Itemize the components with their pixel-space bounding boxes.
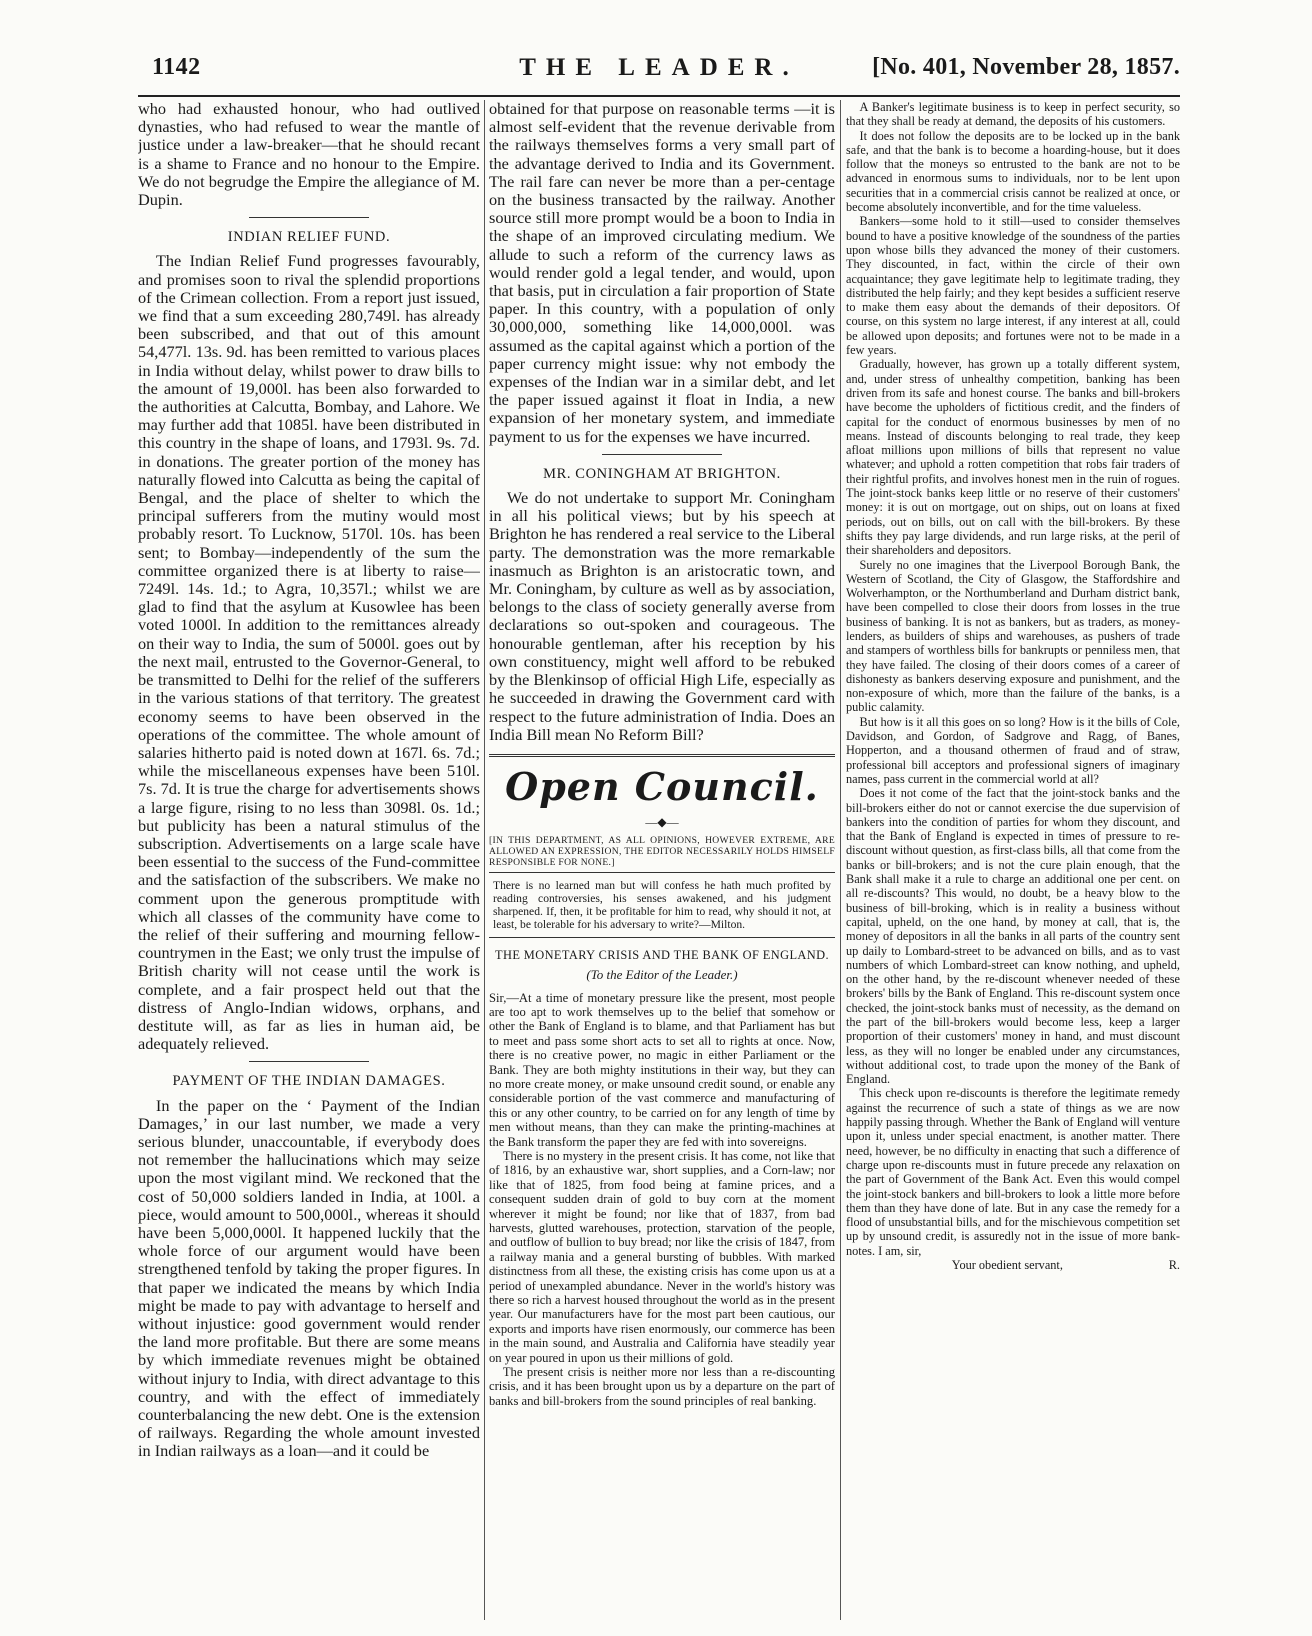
- paragraph: Does it not come of the fact that the joint-stock banks and the bill-brokers either do not or cannot exercise the due supervision of bankers into the condition of parties for whom they discount, and that the Bank of England is expected in times of pressure to re-discount without question, as first-class bills, all that come from the banks or bill-brokers; and is not the cure plain enough, that the Bank shall make it a rule to charge an additional one per cent. on all re-discounts? This would, no doubt, be a heavy blow to the business of bill-broking, which is in reality a business without capital, upheld, on the one hand, by money at call, that is, the money of depositors in all the banks in all parts of the country sent up daily to Lombard-street to be advanced on bills, and as to vast numbers of which Lombard-street can know nothing, and upheld, on the other hand, by the re-discount whenever needed of these brokers' bills by the Bank of England. This re-discount system once checked, the joint-stock banks must of necessity, as the demand on the part of the bill-brokers would become less, keep a larger proportion of their customers' money in hand, and must discount less, as they will no longer be enabled under any circumstances, without additional cost, to trade upon the money of the Bank of England.: [846, 786, 1180, 1087]
- column-divider: [840, 100, 841, 1620]
- paragraph: This check upon re-discounts is therefore the legitimate remedy against the recurrence of such a state of things as we are now happily passing through. Whether the Bank of England will venture upon it, unless under special enactment, is another matter. There need, however, be no difficulty in enacting that such a difference of charge upon re-discounts must in future precede any relaxation on the part of Government of the Bank Act. Even this would compel the joint-stock bankers and bill-brokers to look a little more before them than they have done of late. But in any case the remedy for a flood of unsubstantial bills, and for the mischievous competition set up by unsound credit, is assuredly not in the issue of more bank-notes. I am, sir,: [846, 1086, 1180, 1258]
- editorial-disclaimer: [IN THIS DEPARTMENT, AS ALL OPINIONS, HOWEVER EXTREME, ARE ALLOWED AN EXPRESSION, THE EDITOR NECESSARILY HOLDS HIMSELF RESPONSIBLE FOR NONE.]: [489, 835, 835, 869]
- section-rule: [489, 872, 835, 873]
- paragraph: In the paper on the ‘ Payment of the Indian Damages,’ in our last number, we made a very serious blunder, unaccountable, if everybody does not remember the hallucinations which may seize upon the most vigilant mind. We reckoned that the cost of 50,000 soldiers landed in India, at 100l. a piece, would amount to 500,000l., whereas it should have been 5,000,000l. It happened luckily that the whole force of our argument would have been strengthened tenfold by taking the proper figures. In that paper we indicated the means by which India might be made to pay with advantage to herself and without injustice: good government would render the land more profitable. But there are some means by which immediate revenues might be obtained without injury to India, with direct advantage to this country, and with the effect of immediately counterbalancing the new debt. One is the extension of railways. Regarding the whole amount invested in Indian railways as a loan—and it could be: [138, 1095, 480, 1461]
- heading-monetary-crisis: THE MONETARY CRISIS AND THE BANK OF ENGLAND.: [495, 948, 829, 963]
- paragraph: We do not undertake to support Mr. Coningham in all his political views; but by his speech at Brighton he has rendered a real service to the Liberal party. The demonstration was the more remarkable inasmuch as Brighton is an aristocratic town, and Mr. Coningham, by culture as well as by association, belongs to the class of society generally averse from declarations so out-spoken and courageous. The honourable gentleman, after his reception by his own constituency, might well afford to be rebuked by the Blenkinsop of official High Life, especially as he succeeded in drawing the Government card with respect to the future administration of India. Does an India Bill mean No Reform Bill?: [489, 488, 835, 744]
- paragraph: The present crisis is neither more nor less than a re-discounting crisis, and it has been brought upon us by a departure on the part of banks and bill-brokers from the sound principles of real banking.: [489, 1365, 835, 1408]
- open-council-title: Open Council.: [505, 763, 819, 809]
- column-3: [846, 100, 1180, 1620]
- paragraph: It does not follow the deposits are to be locked up in the bank safe, and that the bank is to become a hoarding-house, but it does follow that the moneys so entrusted to the bank are not to be advanced in enormous sums to individuals, nor to be lent upon securities that in a commercial crisis cannot be realized at once, or become absolutely inconvertible, and for the time valueless.: [846, 128, 1180, 215]
- section-double-rule: [489, 754, 835, 757]
- ornament-icon: —◆—: [645, 814, 679, 829]
- column-2: [489, 100, 835, 1620]
- paragraph: Sir,—At a time of monetary pressure like the present, most people are too apt to work themselves up to the belief that somehow or other the Bank of England is to blame, and that Parliament has but to meet and pass some short acts to set all to rights at once. Now, there is no creative power, no magic in either Parliament or the Bank. They are both mighty institutions in their way, but they can no more create money, or make unsound credit sound, or enable any considerable portion of the vast commerce and manufacturing of this or any other country, to be carried on for any length of time by men without means, than they can make the printing-machines at the Bank transform the paper they are fed with into sovereigns.: [489, 990, 835, 1149]
- page-number: 1142: [152, 54, 201, 80]
- signature-initial: R.: [1168, 1258, 1180, 1273]
- paragraph: Surely no one imagines that the Liverpool Borough Bank, the Western of Scotland, the City of Glasgow, the Staffordshire and Wolverhampton, or the Northumberland and Durham district bank, have been compelled to close their doors from losses in the true business of banking. It is not as bankers, but as traders, as money-lenders, as builders of ships and warehouses, as pushers of trade and stampers of worthless bills for bankrupts or penniless men, that they have failed. The closing of their doors comes of a career of dishonesty as bankers deserving exposure and punishment, and the non-exposure of which, more than the failure of the banks, is a public calamity.: [846, 557, 1180, 715]
- article-continuation: who had exhausted honour, who had outlived dynasties, who had refused to wear the mantle of justice under a law-breaker—that he should recant is a shame to France and no honour to the Empire. We do not begrudge the Empire the allegiance of M. Dupin.: [138, 100, 480, 210]
- issue-info: [No. 401, November 28, 1857.: [872, 54, 1180, 80]
- section-rule: [249, 1061, 369, 1062]
- column-divider: [484, 100, 485, 1620]
- closing: Your obedient servant,: [951, 1258, 1063, 1273]
- heading-indian-relief-fund: INDIAN RELIEF FUND.: [227, 229, 391, 246]
- section-rule: [602, 454, 722, 455]
- section-rule: [489, 937, 835, 938]
- section-rule: [249, 217, 369, 218]
- paragraph: The Indian Relief Fund progresses favourably, and promises soon to rival the splendid proportions of the Crimean collection. From a report just issued, we find that a sum exceeding 280,749l. has already been subscribed, and that out of this amount 54,477l. 13s. 9d. has been remitted to various places in India without delay, whilst power to draw bills to the amount of 19,000l. has been also forwarded to the authorities at Calcutta, Bombay, and Lahore. We may further add that 1085l. have been distributed in this country in the shape of loans, and 1793l. 9s. 7d. in donations. The greater portion of the money has naturally flowed into Calcutta as being the capital of Bengal, and the place of shelter to which the principal sufferers from the mutiny would most probably resort. To Lucknow, 5170l. 10s. has been sent; to Bombay—independently of the sum the committee organized there is at liberty to raise—7249l. 14s. 1d.; to Agra, 10,357l.; whilst we are glad to find that the asylum at Kusowlee has been voted 1000l. In addition to the remittances already on their way to India, the sum of 5000l. goes out by the next mail, entrusted to the Governor-General, to be transmitted to Delhi for the relief of the sufferers in the various stations of that territory. The greatest economy seems to have been observed in the operations of the committee. The whole amount of salaries hitherto paid is noted down at 167l. 6s. 7d.; while the miscellaneous expenses have been 510l. 7s. 7d. It is true the charge for advertisements shows a large figure, rising to no less than 3098l. 0s. 1d.; but publicity has been a natural stimulus of the subscription. Advertisements on a large scale have been essential to the success of the Fund-committee and the satisfaction of the subscribers. We make no comment upon the generous promptitude with which all classes of the community have come to the relief of their suffering and mourning fellow-countrymen in the East; we only trust the impulse of British charity will not cease until the work is complete, and a fair prospect held out that the distress of Anglo-Indian widows, orphans, and destitute will, as far as lies in human aid, be adequately relieved.: [138, 251, 480, 1054]
- heading-coningham: MR. CONINGHAM AT BRIGHTON.: [543, 465, 781, 482]
- paragraph: Gradually, however, has grown up a totally different system, and, under stress of unhealthy competition, banking has been driven from its safe and honest course. The banks and bill-brokers have become the upholders of fictitious credit, and the finders of capital for the conduct of enormous businesses by men of no means. Instead of discounts belonging to real trade, they keep afloat millions upon millions of bills that represent no value whatever; and uphold a rotten competition that robs fair traders of their rightful profits, and involves honest men in the ruin of rogues. The joint-stock banks keep little or no reserve of their customers' money: it is out on mortgage, out on ships, out on loans at fixed periods, out on bills, out on call with the bill-brokers. By these shifts they pay large dividends, and run large risks, at the peril of their shareholders and depositors.: [846, 357, 1180, 558]
- letter-subheading: (To the Editor of the Leader.): [586, 967, 738, 983]
- signature-line: [846, 1258, 1180, 1272]
- heading-payment-indian-damages: PAYMENT OF THE INDIAN DAMAGES.: [172, 1073, 446, 1090]
- column-1: [138, 100, 480, 1620]
- paragraph: There is no mystery in the present crisis. It has come, not like that of 1816, by an exhaustive war, short supplies, and a Corn-law; nor like that of 1825, from food being at famine prices, and a consequent sudden drain of gold to buy corn at the moment wherever it might be found; nor like that of 1837, from bad harvests, glutted warehouses, protection, starvation of the people, and outflow of bullion to buy bread; nor like the crisis of 1847, from a railway mania and a general bursting of bubbles. With marked distinctness from all these, the existing crisis has come upon us at a period of unexampled abundance. Never in the world's history was there so rich a harvest housed throughout the world as in the present year. Our manufacturers have for the most part been cautious, our exports and imports have risen enormously, our commerce has been in the main sound, and Australia and California have steadily year on year poured in upon us their millions of gold.: [489, 1148, 835, 1365]
- paragraph: Bankers—some hold to it still—used to consider themselves bound to have a positive knowledge of the soundness of the parties upon whose bills they advanced the money of their customers. They discounted, in fact, within the circle of their own acquaintance; they gave legitimate help to legitimate trading, they distributed the help fairly; and they kept besides a sufficient reserve to make them easy about the demands of their depositors. Of course, on this system no large interest, if any interest at all, could be allowed upon deposits; and fortunes were not to be made in a few years.: [846, 214, 1180, 358]
- paragraph: A Banker's legitimate business is to keep in perfect security, so that they shall be ready at demand, the deposits of his customers.: [846, 100, 1180, 129]
- paragraph: But how is it all this goes on so long? How is it the bills of Cole, Davidson, and Gordon, of Sadgrove and Ragg, of Banes, Hopperton, and a thousand othermen of fraud and of straw, professional bill acceptors and professional signers of imaginary names, pass current in the commercial world at all?: [846, 714, 1180, 786]
- milton-quote: There is no learned man but will confess he hath much profited by reading controversies, his senses awakened, and his judgment sharpened. If, then, it be profitable for him to read, why should it not, at least, be tolerable for his adversary to write?—Milton.: [493, 879, 831, 932]
- article-continuation: obtained for that purpose on reasonable terms —it is almost self-evident that the revenue derivable from the railways themselves forms a very small part of the advantage derived to India and its Government. The rail fare can never be more than a per-centage on the business transacted by the railway. Another source still more prompt would be a boon to India in the shape of an improved circulating medium. We allude to such a reform of the currency laws as would render gold a legal tender, and would, upon that basis, put in circulation a fair proportion of State paper. In this country, with a population of only 30,000,000, something like 14,000,000l. was assumed as the capital against which a portion of the paper currency might issue: why not embody the expenses of the Indian war in a similar debt, and let the paper issued against it float in India, a new expansion of her monetary system, and immediate payment to us for the expenses we have incurred.: [489, 100, 835, 446]
- page-header: [138, 54, 1180, 94]
- masthead-title: THE LEADER.: [519, 54, 799, 81]
- header-rule: [138, 95, 1180, 97]
